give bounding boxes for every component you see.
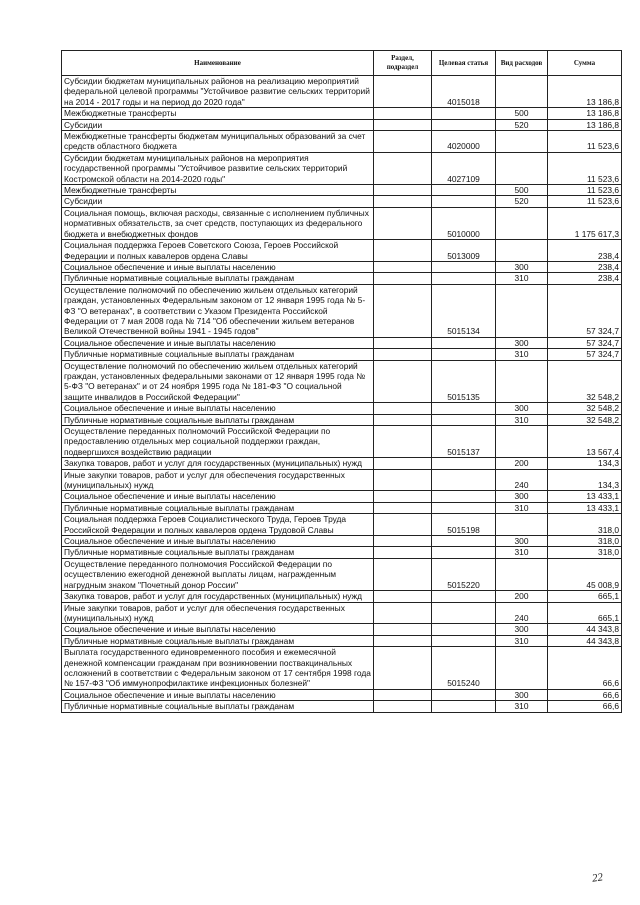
- table-row: [62, 458, 622, 469]
- row-section-cell: [374, 108, 432, 119]
- row-expense-type-cell: 300: [496, 624, 548, 635]
- row-name-cell: Субсидии бюджетам муниципальных районов на мероприятия государственной программы "Устойчивое развитие сельских территорий Костромской области на 2014-2020 годы": [62, 152, 374, 184]
- row-amount-cell: 57 324,7: [548, 284, 622, 337]
- table-row: [62, 185, 622, 196]
- row-article-cell: 5015134: [432, 284, 496, 337]
- row-expense-type-cell: 500: [496, 108, 548, 119]
- row-name-cell: Межбюджетные трансферты бюджетам муниципальных образований за счет средств областного бюджета: [62, 131, 374, 153]
- table-row: [62, 689, 622, 700]
- row-name-cell: Публичные нормативные социальные выплаты гражданам: [62, 635, 374, 646]
- table-row: [62, 536, 622, 547]
- row-name-cell: Социальное обеспечение и иные выплаты населению: [62, 337, 374, 348]
- row-expense-type-cell: 500: [496, 185, 548, 196]
- row-section-cell: [374, 591, 432, 602]
- row-section-cell: [374, 240, 432, 262]
- table-row: [62, 547, 622, 558]
- table-row: [62, 196, 622, 207]
- row-section-cell: [374, 207, 432, 239]
- row-expense-type-cell: 200: [496, 458, 548, 469]
- row-section-cell: [374, 403, 432, 414]
- row-expense-type-cell: 310: [496, 502, 548, 513]
- row-section-cell: [374, 469, 432, 491]
- row-amount-cell: 13 433,1: [548, 491, 622, 502]
- row-article-cell: [432, 108, 496, 119]
- row-amount-cell: 318,0: [548, 547, 622, 558]
- row-amount-cell: 57 324,7: [548, 349, 622, 360]
- row-article-cell: 4027109: [432, 152, 496, 184]
- row-section-cell: [374, 536, 432, 547]
- row-amount-cell: 134,3: [548, 458, 622, 469]
- row-section-cell: [374, 647, 432, 690]
- row-name-cell: Социальное обеспечение и иные выплаты населению: [62, 403, 374, 414]
- row-name-cell: Иные закупки товаров, работ и услуг для обеспечения государственных (муниципальных) нужд: [62, 602, 374, 624]
- row-section-cell: [374, 261, 432, 272]
- row-article-cell: [432, 491, 496, 502]
- row-article-cell: [432, 547, 496, 558]
- row-expense-type-cell: 310: [496, 273, 548, 284]
- row-section-cell: [374, 284, 432, 337]
- row-expense-type-cell: 310: [496, 547, 548, 558]
- row-expense-type-cell: [496, 152, 548, 184]
- row-expense-type-cell: 240: [496, 469, 548, 491]
- row-expense-type-cell: [496, 240, 548, 262]
- row-expense-type-cell: 240: [496, 602, 548, 624]
- row-section-cell: [374, 360, 432, 403]
- row-section-cell: [374, 414, 432, 425]
- row-name-cell: Субсидии бюджетам муниципальных районов на реализацию мероприятий федеральной целевой программы "Устойчивое развитие сельских территорий на 2014 - 2017 годы и на период до 2020 года": [62, 76, 374, 108]
- row-name-cell: Публичные нормативные социальные выплаты гражданам: [62, 547, 374, 558]
- row-expense-type-cell: 200: [496, 591, 548, 602]
- table-row: [62, 273, 622, 284]
- row-article-cell: 5015198: [432, 514, 496, 536]
- row-name-cell: Социальное обеспечение и иные выплаты населению: [62, 261, 374, 272]
- row-article-cell: [432, 196, 496, 207]
- table-row: [62, 152, 622, 184]
- table-row: [62, 635, 622, 646]
- row-article-cell: [432, 349, 496, 360]
- table-row: [62, 207, 622, 239]
- row-article-cell: [432, 635, 496, 646]
- row-amount-cell: 66,6: [548, 647, 622, 690]
- row-name-cell: Выплата государственного единовременного пособия и ежемесячной денежной компенсации гражданам при возникновении поствакцинальных осложнений в соответствии с Федеральным законом от 17 сентября 1998 года № 157-ФЗ "Об иммунопрофилактике инфекционных болезней": [62, 647, 374, 690]
- row-article-cell: 5010000: [432, 207, 496, 239]
- row-amount-cell: 66,6: [548, 701, 622, 712]
- row-article-cell: [432, 624, 496, 635]
- row-expense-type-cell: [496, 558, 548, 590]
- row-amount-cell: 11 523,6: [548, 196, 622, 207]
- row-expense-type-cell: 310: [496, 635, 548, 646]
- row-name-cell: Социальная поддержка Героев Советского Союза, Героев Российской Федерации и полных кавалеров ордена Славы: [62, 240, 374, 262]
- row-section-cell: [374, 701, 432, 712]
- table-row: [62, 360, 622, 403]
- row-expense-type-cell: 300: [496, 261, 548, 272]
- row-article-cell: [432, 337, 496, 348]
- row-name-cell: Публичные нормативные социальные выплаты гражданам: [62, 273, 374, 284]
- row-amount-cell: 32 548,2: [548, 360, 622, 403]
- row-section-cell: [374, 273, 432, 284]
- row-amount-cell: 13 186,8: [548, 119, 622, 130]
- table-row: [62, 491, 622, 502]
- row-amount-cell: 238,4: [548, 240, 622, 262]
- table-row: [62, 284, 622, 337]
- row-section-cell: [374, 689, 432, 700]
- row-name-cell: Закупка товаров, работ и услуг для государственных (муниципальных) нужд: [62, 591, 374, 602]
- row-amount-cell: 665,1: [548, 602, 622, 624]
- row-expense-type-cell: [496, 647, 548, 690]
- row-expense-type-cell: 300: [496, 536, 548, 547]
- header-section: Раздел, подраздел: [374, 51, 432, 76]
- row-expense-type-cell: 310: [496, 349, 548, 360]
- row-name-cell: Социальное обеспечение и иные выплаты населению: [62, 536, 374, 547]
- row-expense-type-cell: 520: [496, 196, 548, 207]
- row-section-cell: [374, 196, 432, 207]
- row-article-cell: [432, 701, 496, 712]
- row-article-cell: 5015240: [432, 647, 496, 690]
- row-amount-cell: 66,6: [548, 689, 622, 700]
- row-name-cell: Межбюджетные трансферты: [62, 185, 374, 196]
- row-name-cell: Осуществление переданного полномочия Российской Федерации по осуществлению ежегодной денежной выплаты лицам, награжденным нагрудным знаком "Почетный донор России": [62, 558, 374, 590]
- row-amount-cell: 13 433,1: [548, 502, 622, 513]
- table-row: [62, 349, 622, 360]
- row-article-cell: 5015135: [432, 360, 496, 403]
- row-expense-type-cell: [496, 284, 548, 337]
- row-name-cell: Осуществление переданных полномочий Российской Федерации по предоставлению отдельных мер социальной поддержки граждан, подвергшихся воздействию радиации: [62, 426, 374, 458]
- row-name-cell: Осуществление полномочий по обеспечению жильем отдельных категорий граждан, установленных Федеральным законом от 12 января 1995 года № 5-ФЗ "О ветеранах", в соответствии с Указом Президента Российской Федерации от 7 мая 2008 года № 714 "Об обеспечении жильем ветеранов Великой Отечественной войны 1941 - 1945 годов": [62, 284, 374, 337]
- table-row: [62, 76, 622, 108]
- row-section-cell: [374, 119, 432, 130]
- row-section-cell: [374, 349, 432, 360]
- row-expense-type-cell: 300: [496, 403, 548, 414]
- row-amount-cell: 44 343,8: [548, 624, 622, 635]
- row-article-cell: 5013009: [432, 240, 496, 262]
- table-row: [62, 558, 622, 590]
- row-expense-type-cell: [496, 360, 548, 403]
- row-article-cell: [432, 119, 496, 130]
- row-amount-cell: 238,4: [548, 261, 622, 272]
- row-name-cell: Иные закупки товаров, работ и услуг для обеспечения государственных (муниципальных) нужд: [62, 469, 374, 491]
- row-name-cell: Социальное обеспечение и иные выплаты населению: [62, 491, 374, 502]
- row-article-cell: [432, 414, 496, 425]
- header-amount: Сумма: [548, 51, 622, 76]
- table-row: [62, 108, 622, 119]
- row-article-cell: 4020000: [432, 131, 496, 153]
- header-name: Наименование: [62, 51, 374, 76]
- row-section-cell: [374, 337, 432, 348]
- row-amount-cell: 32 548,2: [548, 414, 622, 425]
- row-article-cell: [432, 536, 496, 547]
- table-row: [62, 240, 622, 262]
- row-article-cell: 5015220: [432, 558, 496, 590]
- row-amount-cell: 318,0: [548, 514, 622, 536]
- row-name-cell: Субсидии: [62, 119, 374, 130]
- row-amount-cell: 1 175 617,3: [548, 207, 622, 239]
- row-section-cell: [374, 514, 432, 536]
- row-amount-cell: 11 523,6: [548, 185, 622, 196]
- row-article-cell: [432, 469, 496, 491]
- header-target-article: Целевая статья: [432, 51, 496, 76]
- row-expense-type-cell: 300: [496, 337, 548, 348]
- row-amount-cell: 13 186,8: [548, 76, 622, 108]
- row-name-cell: Публичные нормативные социальные выплаты гражданам: [62, 414, 374, 425]
- row-section-cell: [374, 131, 432, 153]
- row-name-cell: Социальное обеспечение и иные выплаты населению: [62, 689, 374, 700]
- row-expense-type-cell: 310: [496, 701, 548, 712]
- table-header-row: [62, 51, 622, 76]
- row-section-cell: [374, 602, 432, 624]
- table-row: [62, 514, 622, 536]
- row-name-cell: Закупка товаров, работ и услуг для государственных (муниципальных) нужд: [62, 458, 374, 469]
- row-section-cell: [374, 426, 432, 458]
- table-row: [62, 131, 622, 153]
- row-amount-cell: 665,1: [548, 591, 622, 602]
- row-article-cell: [432, 261, 496, 272]
- table-body: [62, 76, 622, 713]
- row-section-cell: [374, 635, 432, 646]
- row-name-cell: Межбюджетные трансферты: [62, 108, 374, 119]
- table-row: [62, 469, 622, 491]
- row-expense-type-cell: [496, 207, 548, 239]
- row-amount-cell: 134,3: [548, 469, 622, 491]
- row-section-cell: [374, 547, 432, 558]
- row-amount-cell: 11 523,6: [548, 131, 622, 153]
- row-expense-type-cell: 300: [496, 689, 548, 700]
- row-article-cell: [432, 185, 496, 196]
- row-article-cell: [432, 502, 496, 513]
- row-article-cell: [432, 273, 496, 284]
- row-expense-type-cell: 310: [496, 414, 548, 425]
- row-expense-type-cell: [496, 426, 548, 458]
- table-row: [62, 602, 622, 624]
- row-expense-type-cell: 520: [496, 119, 548, 130]
- row-article-cell: 4015018: [432, 76, 496, 108]
- row-name-cell: Субсидии: [62, 196, 374, 207]
- row-article-cell: [432, 458, 496, 469]
- row-section-cell: [374, 152, 432, 184]
- table-row: [62, 426, 622, 458]
- row-name-cell: Социальная поддержка Героев Социалистического Труда, Героев Труда Российской Федерации и полных кавалеров ордена Трудовой Славы: [62, 514, 374, 536]
- row-name-cell: Осуществление полномочий по обеспечению жильем отдельных категорий граждан, установленных федеральными законами от 12 января 1995 года № 5-ФЗ "О ветеранах" и от 24 ноября 1995 года № 181-ФЗ "О социальной защите инвалидов в Российской Федерации": [62, 360, 374, 403]
- row-section-cell: [374, 491, 432, 502]
- table-row: [62, 261, 622, 272]
- row-amount-cell: 57 324,7: [548, 337, 622, 348]
- table-row: [62, 591, 622, 602]
- row-expense-type-cell: [496, 76, 548, 108]
- row-name-cell: Социальная помощь, включая расходы, связанные с исполнением публичных нормативных обязательств, за счет средств, поступающих из федерального бюджета и внебюджетных фондов: [62, 207, 374, 239]
- row-amount-cell: 44 343,8: [548, 635, 622, 646]
- row-amount-cell: 32 548,2: [548, 403, 622, 414]
- row-expense-type-cell: [496, 131, 548, 153]
- row-amount-cell: 238,4: [548, 273, 622, 284]
- row-article-cell: [432, 602, 496, 624]
- row-amount-cell: 13 186,8: [548, 108, 622, 119]
- row-section-cell: [374, 185, 432, 196]
- row-article-cell: [432, 403, 496, 414]
- table-row: [62, 414, 622, 425]
- row-name-cell: Публичные нормативные социальные выплаты гражданам: [62, 701, 374, 712]
- row-name-cell: Публичные нормативные социальные выплаты гражданам: [62, 349, 374, 360]
- row-name-cell: Публичные нормативные социальные выплаты гражданам: [62, 502, 374, 513]
- row-section-cell: [374, 502, 432, 513]
- table-row: [62, 502, 622, 513]
- row-section-cell: [374, 76, 432, 108]
- table-row: [62, 119, 622, 130]
- row-section-cell: [374, 624, 432, 635]
- table-row: [62, 624, 622, 635]
- row-article-cell: [432, 689, 496, 700]
- row-amount-cell: 13 567,4: [548, 426, 622, 458]
- header-expense-type: Вид расходов: [496, 51, 548, 76]
- row-amount-cell: 11 523,6: [548, 152, 622, 184]
- table-row: [62, 403, 622, 414]
- row-expense-type-cell: [496, 514, 548, 536]
- table-row: [62, 701, 622, 712]
- budget-table: [61, 50, 622, 713]
- row-section-cell: [374, 458, 432, 469]
- row-expense-type-cell: 300: [496, 491, 548, 502]
- row-article-cell: 5015137: [432, 426, 496, 458]
- row-amount-cell: 318,0: [548, 536, 622, 547]
- page-number: 22: [591, 871, 604, 885]
- row-article-cell: [432, 591, 496, 602]
- row-amount-cell: 45 008,9: [548, 558, 622, 590]
- row-section-cell: [374, 558, 432, 590]
- table-row: [62, 647, 622, 690]
- table-row: [62, 337, 622, 348]
- row-name-cell: Социальное обеспечение и иные выплаты населению: [62, 624, 374, 635]
